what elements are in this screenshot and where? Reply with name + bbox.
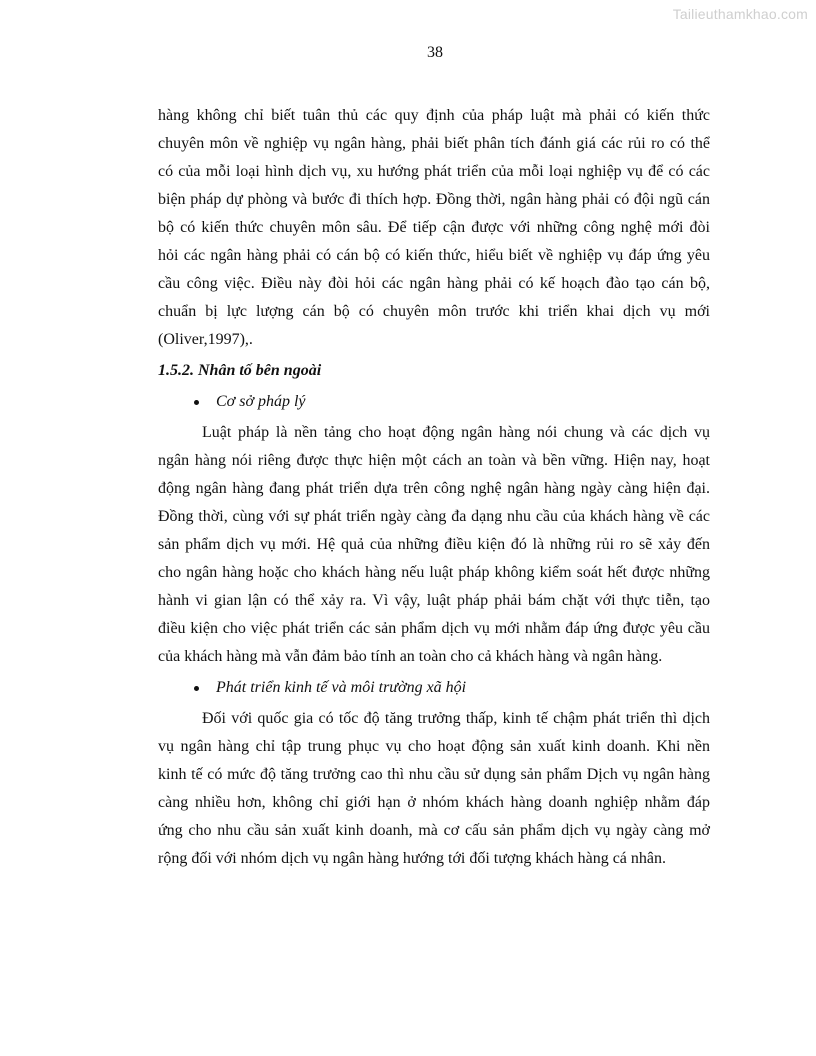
text-line: có của mỗi loại hình dịch vụ, xu hướng phát triển của mỗi loại nghiệp vụ để có các bbox=[158, 163, 710, 180]
text-line: Luật pháp là nền tảng cho hoạt động ngân hàng nói chung và các dịch vụ bbox=[202, 424, 710, 441]
text-line: vụ ngân hàng chỉ tập trung phục vụ cho hoạt động sản xuất kinh doanh. Khi nền bbox=[158, 738, 710, 755]
text-line: cho ngân hàng hoặc cho khách hàng nếu luật pháp không kiểm soát hết được những bbox=[158, 564, 710, 581]
paragraph-2 bbox=[158, 419, 710, 671]
text-line: sản phẩm dịch vụ mới. Hệ quả của những điều kiện đó là những rủi ro sẽ xảy đến bbox=[158, 536, 710, 553]
document-body bbox=[158, 102, 710, 873]
text-line: hàng không chỉ biết tuân thủ các quy định của pháp luật mà phải có kiến thức bbox=[158, 107, 710, 124]
text-line: cầu công việc. Điều này đòi hỏi các ngân hàng phải có kế hoạch đào tạo cán bộ, bbox=[158, 275, 710, 292]
text-line: rộng đối với nhóm dịch vụ ngân hàng hướng tới đối tượng khách hàng cá nhân. bbox=[158, 850, 666, 867]
bullet-item-economic-development bbox=[158, 674, 710, 702]
section-heading: 1.5.2. Nhân tố bên ngoài bbox=[158, 362, 322, 379]
text-line: điều kiện cho việc phát triển các sản phẩm dịch vụ mới nhằm đáp ứng được yêu cầu bbox=[158, 620, 710, 637]
text-line: ngân hàng nói riêng được thực hiện một cách an toàn và bền vững. Hiện nay, hoạt bbox=[158, 452, 710, 469]
bullet-icon bbox=[194, 686, 199, 691]
watermark-text: Tailieuthamkhao.com bbox=[672, 6, 808, 22]
paragraph-1 bbox=[158, 102, 710, 354]
text-line: (Oliver,1997),. bbox=[158, 331, 253, 348]
text-line: bộ có kiến thức chuyên môn sâu. Để tiếp cận được với những công nghệ mới đòi bbox=[158, 219, 710, 236]
text-line: Đối với quốc gia có tốc độ tăng trưởng thấp, kinh tế chậm phát triển thì dịch bbox=[202, 710, 710, 727]
bullet-label: Phát triển kinh tế và môi trường xã hội bbox=[216, 679, 467, 696]
bullet-icon bbox=[194, 400, 199, 405]
bullet-item-legal-basis bbox=[158, 388, 710, 416]
text-line: hỏi các ngân hàng phải có cán bộ có kiến thức, hiểu biết về nghiệp vụ đáp ứng yêu bbox=[158, 247, 710, 264]
bullet-label: Cơ sở pháp lý bbox=[216, 393, 306, 410]
text-line: chuẩn bị lực lượng cán bộ có chuyên môn trước khi triển khai dịch vụ mới bbox=[158, 303, 710, 320]
page-number: 38 bbox=[427, 44, 443, 61]
text-line: Đồng thời, cùng với sự phát triển ngày càng đa dạng nhu cầu của khách hàng về các bbox=[158, 508, 710, 525]
text-line: hành vi gian lận có thể xảy ra. Vì vậy, luật pháp phải bám chặt với thực tiễn, tạo bbox=[158, 592, 710, 609]
paragraph-3 bbox=[158, 705, 710, 873]
text-line: biện pháp dự phòng và bước đi thích hợp. Đồng thời, ngân hàng phải có đội ngũ cán bbox=[158, 191, 710, 208]
text-line: kinh tế có mức độ tăng trưởng cao thì nhu cầu sử dụng sản phẩm Dịch vụ ngân hàng bbox=[158, 766, 710, 783]
text-line: động ngân hàng đang phát triển dựa trên công nghệ ngân hàng ngày càng hiện đại. bbox=[158, 480, 710, 497]
text-line: ứng cho nhu cầu sản xuất kinh doanh, mà cơ cấu sản phẩm dịch vụ ngày càng mở bbox=[158, 822, 710, 839]
text-line: của khách hàng mà vẫn đảm bảo tính an toàn cho cả khách hàng và ngân hàng. bbox=[158, 648, 663, 665]
text-line: chuyên môn về nghiệp vụ ngân hàng, phải biết phân tích đánh giá các rủi ro có thể bbox=[158, 135, 710, 152]
text-line: càng nhiều hơn, không chỉ giới hạn ở nhóm khách hàng doanh nghiệp nhằm đáp bbox=[158, 794, 710, 811]
